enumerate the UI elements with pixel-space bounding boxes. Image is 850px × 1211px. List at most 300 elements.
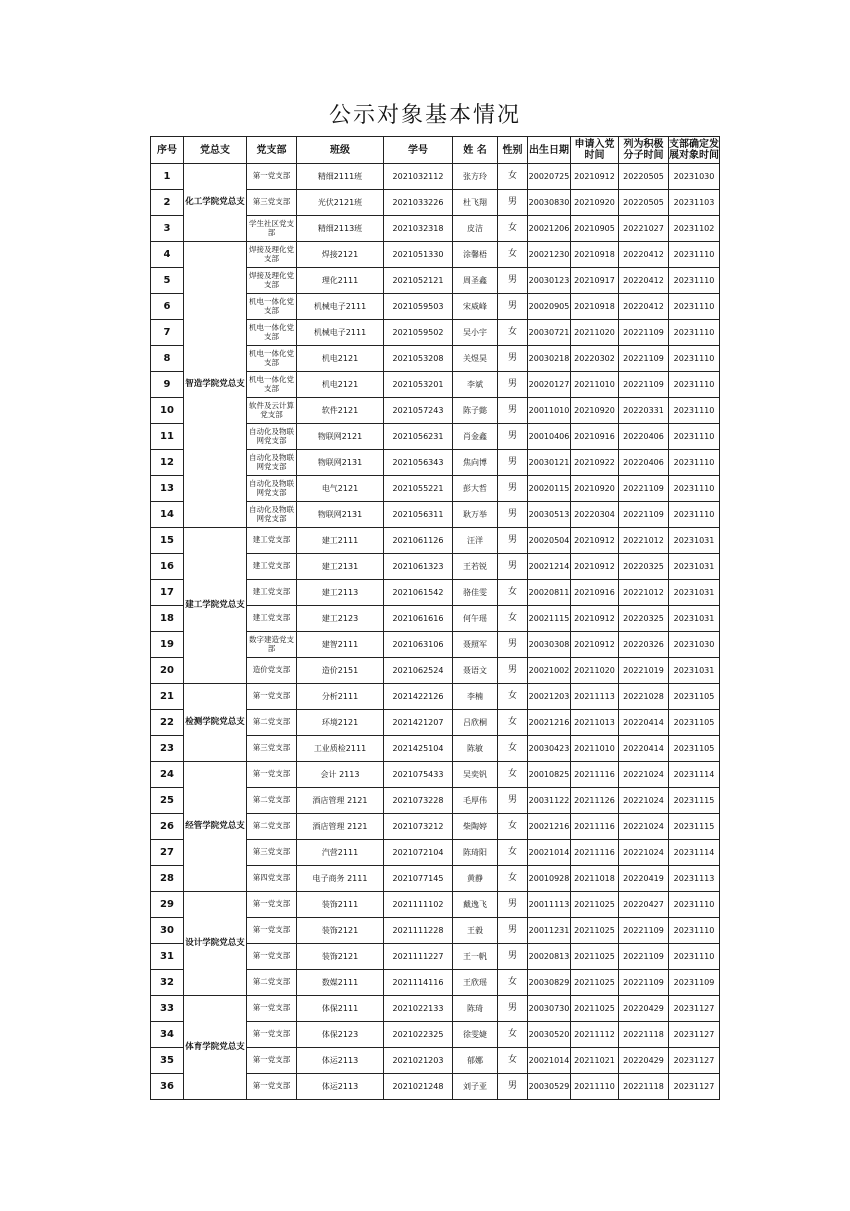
- branch-cell: 第二党支部: [247, 970, 297, 996]
- birth-date-cell: 20010825: [528, 762, 571, 788]
- development-date-cell: 20231110: [669, 424, 720, 450]
- class-cell: 建工2113: [297, 580, 384, 606]
- student-id-cell: 2021422126: [384, 684, 453, 710]
- gender-cell: 女: [498, 164, 528, 190]
- development-date-cell: 20231030: [669, 632, 720, 658]
- development-date-cell: 20231114: [669, 762, 720, 788]
- activist-date-cell: 20221012: [619, 580, 669, 606]
- birth-date-cell: 20011231: [528, 918, 571, 944]
- seq-cell: 30: [151, 918, 184, 944]
- birth-date-cell: 20030308: [528, 632, 571, 658]
- student-id-cell: 2021032112: [384, 164, 453, 190]
- application-date-cell: 20211013: [571, 710, 619, 736]
- activist-date-cell: 20220412: [619, 242, 669, 268]
- seq-cell: 3: [151, 216, 184, 242]
- application-date-cell: 20210922: [571, 450, 619, 476]
- application-date-cell: 20210918: [571, 242, 619, 268]
- development-date-cell: 20231031: [669, 528, 720, 554]
- activist-date-cell: 20220429: [619, 996, 669, 1022]
- student-id-cell: 2021421207: [384, 710, 453, 736]
- seq-cell: 16: [151, 554, 184, 580]
- class-cell: 环境2121: [297, 710, 384, 736]
- gender-cell: 女: [498, 580, 528, 606]
- student-id-cell: 2021056231: [384, 424, 453, 450]
- class-cell: 建工2131: [297, 554, 384, 580]
- seq-cell: 29: [151, 892, 184, 918]
- birth-date-cell: 20021216: [528, 814, 571, 840]
- seq-cell: 12: [151, 450, 184, 476]
- name-cell: 黄静: [453, 866, 498, 892]
- seq-cell: 11: [151, 424, 184, 450]
- class-cell: 电子商务 2111: [297, 866, 384, 892]
- student-id-cell: 2021021203: [384, 1048, 453, 1074]
- class-cell: 建工2123: [297, 606, 384, 632]
- seq-cell: 21: [151, 684, 184, 710]
- branch-cell: 第一党支部: [247, 684, 297, 710]
- seq-cell: 20: [151, 658, 184, 684]
- name-cell: 李楠: [453, 684, 498, 710]
- development-date-cell: 20231115: [669, 788, 720, 814]
- birth-date-cell: 20020811: [528, 580, 571, 606]
- branch-cell: 第一党支部: [247, 1048, 297, 1074]
- header-general-branch: 党总支: [184, 137, 247, 164]
- name-cell: 王毅: [453, 918, 498, 944]
- header-activist-date: 列为积极分子时间: [619, 137, 669, 164]
- student-id-cell: 2021072104: [384, 840, 453, 866]
- branch-cell: 第三党支部: [247, 840, 297, 866]
- seq-cell: 25: [151, 788, 184, 814]
- student-id-cell: 2021022325: [384, 1022, 453, 1048]
- birth-date-cell: 20010406: [528, 424, 571, 450]
- development-date-cell: 20231110: [669, 294, 720, 320]
- application-date-cell: 20210920: [571, 476, 619, 502]
- gender-cell: 男: [498, 398, 528, 424]
- student-id-cell: 2021111102: [384, 892, 453, 918]
- birth-date-cell: 20020115: [528, 476, 571, 502]
- name-cell: 聂照军: [453, 632, 498, 658]
- student-id-cell: 2021053208: [384, 346, 453, 372]
- birth-date-cell: 20030829: [528, 970, 571, 996]
- branch-cell: 第一党支部: [247, 892, 297, 918]
- application-date-cell: 20211025: [571, 892, 619, 918]
- seq-cell: 26: [151, 814, 184, 840]
- birth-date-cell: 20020504: [528, 528, 571, 554]
- gender-cell: 男: [498, 476, 528, 502]
- seq-cell: 10: [151, 398, 184, 424]
- seq-cell: 36: [151, 1074, 184, 1100]
- application-date-cell: 20210912: [571, 164, 619, 190]
- branch-cell: 第一党支部: [247, 1074, 297, 1100]
- general-branch-cell: 体育学院党总支: [184, 996, 247, 1100]
- birth-date-cell: 20021014: [528, 840, 571, 866]
- activist-date-cell: 20221028: [619, 684, 669, 710]
- branch-cell: 建工党支部: [247, 554, 297, 580]
- seq-cell: 18: [151, 606, 184, 632]
- class-cell: 会计 2113: [297, 762, 384, 788]
- activist-date-cell: 20221109: [619, 320, 669, 346]
- seq-cell: 22: [151, 710, 184, 736]
- gender-cell: 女: [498, 216, 528, 242]
- class-cell: 装饰2121: [297, 918, 384, 944]
- birth-date-cell: 20031122: [528, 788, 571, 814]
- header-class: 班级: [297, 137, 384, 164]
- class-cell: 软件2121: [297, 398, 384, 424]
- name-cell: 李斌: [453, 372, 498, 398]
- student-id-cell: 2021111228: [384, 918, 453, 944]
- student-id-cell: 2021111227: [384, 944, 453, 970]
- gender-cell: 男: [498, 788, 528, 814]
- gender-cell: 男: [498, 450, 528, 476]
- development-date-cell: 20231031: [669, 580, 720, 606]
- gender-cell: 男: [498, 502, 528, 528]
- name-cell: 戴逸飞: [453, 892, 498, 918]
- branch-cell: 第四党支部: [247, 866, 297, 892]
- application-date-cell: 20211018: [571, 866, 619, 892]
- seq-cell: 33: [151, 996, 184, 1022]
- seq-cell: 1: [151, 164, 184, 190]
- table-row: [151, 528, 720, 554]
- name-cell: 彭大哲: [453, 476, 498, 502]
- student-id-cell: 2021073228: [384, 788, 453, 814]
- development-date-cell: 20231030: [669, 164, 720, 190]
- activist-date-cell: 20220325: [619, 554, 669, 580]
- birth-date-cell: 20020127: [528, 372, 571, 398]
- application-date-cell: 20210920: [571, 398, 619, 424]
- seq-cell: 23: [151, 736, 184, 762]
- development-date-cell: 20231115: [669, 814, 720, 840]
- gender-cell: 男: [498, 424, 528, 450]
- branch-cell: 数字建造党支部: [247, 632, 297, 658]
- development-date-cell: 20231105: [669, 684, 720, 710]
- application-date-cell: 20211110: [571, 1074, 619, 1100]
- birth-date-cell: 20020905: [528, 294, 571, 320]
- header-gender: 性别: [498, 137, 528, 164]
- application-date-cell: 20210920: [571, 190, 619, 216]
- gender-cell: 女: [498, 736, 528, 762]
- branch-cell: 机电一体化党支部: [247, 294, 297, 320]
- student-id-cell: 2021055221: [384, 476, 453, 502]
- name-cell: 宋威峰: [453, 294, 498, 320]
- class-cell: 数媒2111: [297, 970, 384, 996]
- birth-date-cell: 20030123: [528, 268, 571, 294]
- application-date-cell: 20211112: [571, 1022, 619, 1048]
- name-cell: 张方玲: [453, 164, 498, 190]
- birth-date-cell: 20030721: [528, 320, 571, 346]
- name-cell: 王一帆: [453, 944, 498, 970]
- seq-cell: 7: [151, 320, 184, 346]
- activist-date-cell: 20221118: [619, 1074, 669, 1100]
- activist-date-cell: 20220325: [619, 606, 669, 632]
- branch-cell: 第三党支部: [247, 190, 297, 216]
- header-branch: 党支部: [247, 137, 297, 164]
- activist-date-cell: 20221012: [619, 528, 669, 554]
- candidate-table: [150, 136, 720, 1100]
- name-cell: 吕欣桐: [453, 710, 498, 736]
- branch-cell: 第一党支部: [247, 762, 297, 788]
- class-cell: 体运2113: [297, 1074, 384, 1100]
- development-date-cell: 20231110: [669, 944, 720, 970]
- application-date-cell: 20210917: [571, 268, 619, 294]
- class-cell: 酒店管理 2121: [297, 814, 384, 840]
- development-date-cell: 20231113: [669, 866, 720, 892]
- name-cell: 关煜昊: [453, 346, 498, 372]
- activist-date-cell: 20220326: [619, 632, 669, 658]
- development-date-cell: 20231110: [669, 346, 720, 372]
- name-cell: 陈子懿: [453, 398, 498, 424]
- student-id-cell: 2021114116: [384, 970, 453, 996]
- development-date-cell: 20231110: [669, 268, 720, 294]
- seq-cell: 9: [151, 372, 184, 398]
- student-id-cell: 2021022133: [384, 996, 453, 1022]
- student-id-cell: 2021061323: [384, 554, 453, 580]
- class-cell: 电气2121: [297, 476, 384, 502]
- class-cell: 分析2111: [297, 684, 384, 710]
- class-cell: 理化2111: [297, 268, 384, 294]
- class-cell: 精细2111班: [297, 164, 384, 190]
- name-cell: 周圣鑫: [453, 268, 498, 294]
- gender-cell: 男: [498, 632, 528, 658]
- branch-cell: 第一党支部: [247, 944, 297, 970]
- header-student-id: 学号: [384, 137, 453, 164]
- branch-cell: 焊接及理化党支部: [247, 242, 297, 268]
- class-cell: 光伏2121班: [297, 190, 384, 216]
- name-cell: 毛厚伟: [453, 788, 498, 814]
- class-cell: 汽营2111: [297, 840, 384, 866]
- application-date-cell: 20211020: [571, 320, 619, 346]
- gender-cell: 男: [498, 554, 528, 580]
- branch-cell: 第一党支部: [247, 996, 297, 1022]
- table-row: [151, 164, 720, 190]
- activist-date-cell: 20220406: [619, 450, 669, 476]
- general-branch-cell: 经管学院党总支: [184, 762, 247, 892]
- header-name: 姓 名: [453, 137, 498, 164]
- birth-date-cell: 20011010: [528, 398, 571, 424]
- birth-date-cell: 20030730: [528, 996, 571, 1022]
- activist-date-cell: 20220505: [619, 190, 669, 216]
- application-date-cell: 20211021: [571, 1048, 619, 1074]
- class-cell: 造价2151: [297, 658, 384, 684]
- gender-cell: 女: [498, 320, 528, 346]
- seq-cell: 15: [151, 528, 184, 554]
- activist-date-cell: 20221118: [619, 1022, 669, 1048]
- branch-cell: 第一党支部: [247, 918, 297, 944]
- application-date-cell: 20211025: [571, 970, 619, 996]
- name-cell: 吴奕钒: [453, 762, 498, 788]
- table-row: [151, 242, 720, 268]
- activist-date-cell: 20221109: [619, 476, 669, 502]
- table-header-row: [151, 137, 720, 164]
- student-id-cell: 2021052121: [384, 268, 453, 294]
- seq-cell: 2: [151, 190, 184, 216]
- name-cell: 王若锐: [453, 554, 498, 580]
- development-date-cell: 20231114: [669, 840, 720, 866]
- name-cell: 陈琦阳: [453, 840, 498, 866]
- birth-date-cell: 20020725: [528, 164, 571, 190]
- gender-cell: 男: [498, 346, 528, 372]
- application-date-cell: 20210918: [571, 294, 619, 320]
- application-date-cell: 20210912: [571, 554, 619, 580]
- branch-cell: 第二党支部: [247, 814, 297, 840]
- name-cell: 耿万举: [453, 502, 498, 528]
- development-date-cell: 20231110: [669, 242, 720, 268]
- activist-date-cell: 20220429: [619, 1048, 669, 1074]
- name-cell: 何午瑶: [453, 606, 498, 632]
- development-date-cell: 20231102: [669, 216, 720, 242]
- branch-cell: 建工党支部: [247, 580, 297, 606]
- development-date-cell: 20231110: [669, 918, 720, 944]
- development-date-cell: 20231110: [669, 372, 720, 398]
- birth-date-cell: 20030520: [528, 1022, 571, 1048]
- activist-date-cell: 20220412: [619, 294, 669, 320]
- activist-date-cell: 20221019: [619, 658, 669, 684]
- student-id-cell: 2021075433: [384, 762, 453, 788]
- gender-cell: 女: [498, 840, 528, 866]
- student-id-cell: 2021059502: [384, 320, 453, 346]
- development-date-cell: 20231127: [669, 1022, 720, 1048]
- activist-date-cell: 20221027: [619, 216, 669, 242]
- branch-cell: 造价党支部: [247, 658, 297, 684]
- class-cell: 机电2121: [297, 346, 384, 372]
- gender-cell: 男: [498, 268, 528, 294]
- student-id-cell: 2021033226: [384, 190, 453, 216]
- name-cell: 郁娜: [453, 1048, 498, 1074]
- activist-date-cell: 20221109: [619, 918, 669, 944]
- application-date-cell: 20211020: [571, 658, 619, 684]
- class-cell: 焊接2121: [297, 242, 384, 268]
- table-row: [151, 684, 720, 710]
- branch-cell: 机电一体化党支部: [247, 346, 297, 372]
- application-date-cell: 20220302: [571, 346, 619, 372]
- name-cell: 焦向博: [453, 450, 498, 476]
- class-cell: 酒店管理 2121: [297, 788, 384, 814]
- student-id-cell: 2021032318: [384, 216, 453, 242]
- development-date-cell: 20231127: [669, 996, 720, 1022]
- development-date-cell: 20231110: [669, 320, 720, 346]
- student-id-cell: 2021053201: [384, 372, 453, 398]
- birth-date-cell: 20030423: [528, 736, 571, 762]
- header-birth-date: 出生日期: [528, 137, 571, 164]
- seq-cell: 34: [151, 1022, 184, 1048]
- branch-cell: 软件及云计算党支部: [247, 398, 297, 424]
- development-date-cell: 20231110: [669, 892, 720, 918]
- gender-cell: 女: [498, 1048, 528, 1074]
- student-id-cell: 2021061126: [384, 528, 453, 554]
- application-date-cell: 20211113: [571, 684, 619, 710]
- gender-cell: 男: [498, 1074, 528, 1100]
- activist-date-cell: 20220427: [619, 892, 669, 918]
- activist-date-cell: 20221024: [619, 788, 669, 814]
- application-date-cell: 20210916: [571, 580, 619, 606]
- student-id-cell: 2021051330: [384, 242, 453, 268]
- name-cell: 骆佳雯: [453, 580, 498, 606]
- development-date-cell: 20231105: [669, 736, 720, 762]
- name-cell: 徐雯婕: [453, 1022, 498, 1048]
- branch-cell: 机电一体化党支部: [247, 372, 297, 398]
- branch-cell: 第二党支部: [247, 710, 297, 736]
- activist-date-cell: 20221109: [619, 346, 669, 372]
- name-cell: 吴小宇: [453, 320, 498, 346]
- gender-cell: 女: [498, 606, 528, 632]
- seq-cell: 27: [151, 840, 184, 866]
- name-cell: 涂馨梧: [453, 242, 498, 268]
- branch-cell: 机电一体化党支部: [247, 320, 297, 346]
- seq-cell: 19: [151, 632, 184, 658]
- birth-date-cell: 20021216: [528, 710, 571, 736]
- activist-date-cell: 20221109: [619, 970, 669, 996]
- birth-date-cell: 20020813: [528, 944, 571, 970]
- student-id-cell: 2021062524: [384, 658, 453, 684]
- table-row: [151, 892, 720, 918]
- seq-cell: 4: [151, 242, 184, 268]
- gender-cell: 男: [498, 996, 528, 1022]
- class-cell: 建智2111: [297, 632, 384, 658]
- class-cell: 体运2113: [297, 1048, 384, 1074]
- student-id-cell: 2021061616: [384, 606, 453, 632]
- gender-cell: 男: [498, 528, 528, 554]
- student-id-cell: 2021425104: [384, 736, 453, 762]
- birth-date-cell: 20021214: [528, 554, 571, 580]
- seq-cell: 13: [151, 476, 184, 502]
- name-cell: 刘子亚: [453, 1074, 498, 1100]
- gender-cell: 男: [498, 918, 528, 944]
- gender-cell: 女: [498, 242, 528, 268]
- application-date-cell: 20211010: [571, 736, 619, 762]
- student-id-cell: 2021021248: [384, 1074, 453, 1100]
- table-row: [151, 996, 720, 1022]
- development-date-cell: 20231110: [669, 476, 720, 502]
- class-cell: 装饰2121: [297, 944, 384, 970]
- activist-date-cell: 20221109: [619, 372, 669, 398]
- application-date-cell: 20211116: [571, 762, 619, 788]
- class-cell: 体保2111: [297, 996, 384, 1022]
- header-seq: 序号: [151, 137, 184, 164]
- header-development-date: 支部确定发展对象时间: [669, 137, 720, 164]
- development-date-cell: 20231127: [669, 1074, 720, 1100]
- class-cell: 精细2113班: [297, 216, 384, 242]
- application-date-cell: 20210912: [571, 606, 619, 632]
- activist-date-cell: 20220331: [619, 398, 669, 424]
- name-cell: 杜飞翔: [453, 190, 498, 216]
- birth-date-cell: 20010928: [528, 866, 571, 892]
- seq-cell: 5: [151, 268, 184, 294]
- branch-cell: 建工党支部: [247, 606, 297, 632]
- branch-cell: 第一党支部: [247, 164, 297, 190]
- activist-date-cell: 20220419: [619, 866, 669, 892]
- birth-date-cell: 20021115: [528, 606, 571, 632]
- development-date-cell: 20231103: [669, 190, 720, 216]
- development-date-cell: 20231127: [669, 1048, 720, 1074]
- branch-cell: 自动化及物联网党支部: [247, 450, 297, 476]
- development-date-cell: 20231110: [669, 450, 720, 476]
- name-cell: 聂语文: [453, 658, 498, 684]
- activist-date-cell: 20221024: [619, 840, 669, 866]
- student-id-cell: 2021056343: [384, 450, 453, 476]
- development-date-cell: 20231031: [669, 658, 720, 684]
- class-cell: 机械电子2111: [297, 320, 384, 346]
- header-application-date: 申请入党时间: [571, 137, 619, 164]
- seq-cell: 8: [151, 346, 184, 372]
- birth-date-cell: 20021014: [528, 1048, 571, 1074]
- class-cell: 装饰2111: [297, 892, 384, 918]
- name-cell: 皮洁: [453, 216, 498, 242]
- development-date-cell: 20231109: [669, 970, 720, 996]
- seq-cell: 28: [151, 866, 184, 892]
- branch-cell: 自动化及物联网党支部: [247, 476, 297, 502]
- general-branch-cell: 化工学院党总支: [184, 164, 247, 242]
- birth-date-cell: 20030830: [528, 190, 571, 216]
- gender-cell: 男: [498, 372, 528, 398]
- name-cell: 肖金鑫: [453, 424, 498, 450]
